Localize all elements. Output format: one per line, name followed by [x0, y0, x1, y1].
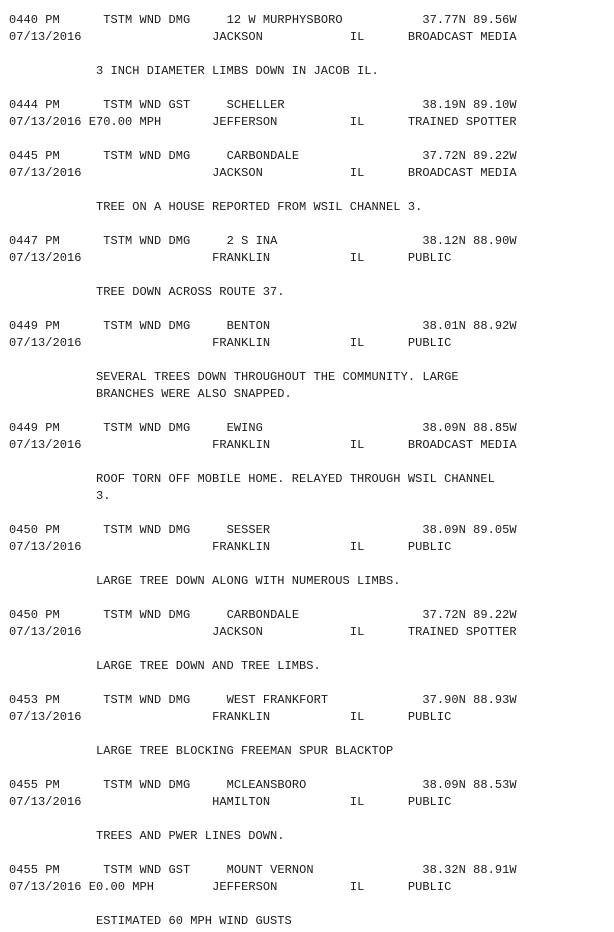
event-remark: 3 INCH DIAMETER LIMBS DOWN IN JACOB IL. [9, 64, 379, 78]
event-type: TSTM WND GST [103, 863, 191, 877]
entry-line-2 [9, 29, 609, 46]
event-county: HAMILTON [212, 795, 271, 809]
report-entry [9, 318, 609, 403]
entry-line-2 [9, 437, 609, 454]
event-type: TSTM WND DMG [103, 778, 191, 792]
event-county: FRANKLIN [212, 336, 271, 350]
report-entry [9, 12, 609, 80]
event-location: 12 W MURPHYSBORO [226, 13, 343, 27]
event-type: TSTM WND DMG [103, 13, 191, 27]
event-date: 07/13/2016 [9, 336, 82, 350]
event-type: TSTM WND DMG [103, 693, 191, 707]
event-type: TSTM WND DMG [103, 149, 191, 163]
event-latlon: 38.09N 88.85W [422, 421, 517, 435]
entry-line-1 [9, 862, 609, 879]
entry-line-2 [9, 335, 609, 352]
event-time: 0449 PM [9, 319, 60, 333]
entry-line-1 [9, 777, 609, 794]
entry-line-1 [9, 318, 609, 335]
entry-line-1 [9, 233, 609, 250]
event-county: JACKSON [212, 625, 263, 639]
event-county: FRANKLIN [212, 540, 271, 554]
event-state: IL [349, 438, 365, 452]
event-location: CARBONDALE [226, 149, 300, 163]
entry-line-2 [9, 250, 609, 267]
event-remark: LARGE TREE BLOCKING FREEMAN SPUR BLACKTOP [9, 744, 394, 758]
event-date: 07/13/2016 [9, 115, 82, 129]
report-entry [9, 148, 609, 216]
event-type: TSTM WND DMG [103, 523, 191, 537]
event-time: 0453 PM [9, 693, 60, 707]
event-county: FRANKLIN [212, 251, 271, 265]
entry-line-2 [9, 624, 609, 641]
event-remark: SEVERAL TREES DOWN THROUGHOUT THE COMMUNITY. LARGE [9, 370, 459, 384]
event-time: 0455 PM [9, 863, 60, 877]
event-state: IL [349, 30, 365, 44]
event-remark: 3. [9, 489, 111, 503]
event-latlon: 38.09N 89.05W [422, 523, 517, 537]
event-source: PUBLIC [407, 336, 452, 350]
event-remark: ESTIMATED 60 MPH WIND GUSTS [9, 914, 292, 928]
event-county: JACKSON [212, 30, 263, 44]
event-location: 2 S INA [226, 234, 278, 248]
entry-line-1 [9, 522, 609, 539]
report-entry [9, 420, 609, 505]
event-state: IL [349, 795, 365, 809]
event-remark: TREES AND PWER LINES DOWN. [9, 829, 285, 843]
event-location: CARBONDALE [226, 608, 300, 622]
report-entry [9, 607, 609, 675]
entry-line-1 [9, 692, 609, 709]
event-time: 0440 PM [9, 13, 60, 27]
event-type: TSTM WND DMG [103, 319, 191, 333]
event-remark: LARGE TREE DOWN AND TREE LIMBS. [9, 659, 321, 673]
entry-line-1 [9, 12, 609, 29]
event-latlon: 37.77N 89.56W [422, 13, 517, 27]
event-location: BENTON [226, 319, 271, 333]
event-state: IL [349, 115, 365, 129]
event-date: 07/13/2016 [9, 166, 82, 180]
event-type: TSTM WND DMG [103, 608, 191, 622]
event-state: IL [349, 710, 365, 724]
event-time: 0447 PM [9, 234, 60, 248]
entry-line-2 [9, 709, 609, 726]
entry-line-2 [9, 879, 609, 896]
event-magnitude: E70.00 MPH [88, 115, 162, 129]
event-state: IL [349, 336, 365, 350]
entry-line-2 [9, 794, 609, 811]
event-county: JACKSON [212, 166, 263, 180]
event-date: 07/13/2016 [9, 710, 82, 724]
event-remark: ROOF TORN OFF MOBILE HOME. RELAYED THROUGH WSIL CHANNEL [9, 472, 495, 486]
event-latlon: 37.90N 88.93W [422, 693, 517, 707]
event-location: MCLEANSBORO [226, 778, 307, 792]
event-latlon: 37.72N 89.22W [422, 149, 517, 163]
event-time: 0449 PM [9, 421, 60, 435]
event-date: 07/13/2016 [9, 880, 82, 894]
event-source: PUBLIC [407, 710, 452, 724]
event-source: BROADCAST MEDIA [407, 30, 517, 44]
report-entry [9, 233, 609, 301]
event-date: 07/13/2016 [9, 30, 82, 44]
event-time: 0455 PM [9, 778, 60, 792]
event-source: TRAINED SPOTTER [407, 625, 517, 639]
event-county: FRANKLIN [212, 710, 271, 724]
entry-line-1 [9, 420, 609, 437]
event-type: TSTM WND DMG [103, 421, 191, 435]
event-county: JEFFERSON [212, 115, 278, 129]
event-latlon: 37.72N 89.22W [422, 608, 517, 622]
event-location: EWING [226, 421, 263, 435]
entry-line-1 [9, 607, 609, 624]
event-date: 07/13/2016 [9, 251, 82, 265]
report-entry [9, 692, 609, 760]
event-remark: TREE ON A HOUSE REPORTED FROM WSIL CHANNEL 3. [9, 200, 423, 214]
event-latlon: 38.19N 89.10W [422, 98, 517, 112]
event-date: 07/13/2016 [9, 540, 82, 554]
event-source: BROADCAST MEDIA [407, 166, 517, 180]
report-entry [9, 97, 609, 131]
event-source: PUBLIC [407, 880, 452, 894]
event-location: MOUNT VERNON [226, 863, 314, 877]
event-state: IL [349, 880, 365, 894]
event-state: IL [349, 540, 365, 554]
event-county: FRANKLIN [212, 438, 271, 452]
event-source: PUBLIC [407, 795, 452, 809]
event-latlon: 38.12N 88.90W [422, 234, 517, 248]
entry-line-2 [9, 114, 609, 131]
report-entry [9, 862, 609, 930]
event-latlon: 38.01N 88.92W [422, 319, 517, 333]
event-location: SCHELLER [226, 98, 285, 112]
event-source: BROADCAST MEDIA [407, 438, 517, 452]
event-latlon: 38.32N 88.91W [422, 863, 517, 877]
event-type: TSTM WND GST [103, 98, 191, 112]
event-state: IL [349, 625, 365, 639]
event-date: 07/13/2016 [9, 795, 82, 809]
event-state: IL [349, 166, 365, 180]
entry-line-2 [9, 165, 609, 182]
report-entry [9, 777, 609, 845]
event-date: 07/13/2016 [9, 438, 82, 452]
event-source: PUBLIC [407, 540, 452, 554]
event-time: 0450 PM [9, 523, 60, 537]
event-time: 0450 PM [9, 608, 60, 622]
event-time: 0445 PM [9, 149, 60, 163]
event-time: 0444 PM [9, 98, 60, 112]
event-remark: TREE DOWN ACROSS ROUTE 37. [9, 285, 285, 299]
event-location: SESSER [226, 523, 271, 537]
event-state: IL [349, 251, 365, 265]
event-source: PUBLIC [407, 251, 452, 265]
entry-line-1 [9, 148, 609, 165]
event-remark: BRANCHES WERE ALSO SNAPPED. [9, 387, 292, 401]
event-type: TSTM WND DMG [103, 234, 191, 248]
event-source: TRAINED SPOTTER [407, 115, 517, 129]
event-county: JEFFERSON [212, 880, 278, 894]
event-date: 07/13/2016 [9, 625, 82, 639]
event-remark: LARGE TREE DOWN ALONG WITH NUMEROUS LIMBS. [9, 574, 401, 588]
event-location: WEST FRANKFORT [226, 693, 329, 707]
storm-report-log [9, 12, 609, 930]
entry-line-2 [9, 539, 609, 556]
event-magnitude: E0.00 MPH [88, 880, 155, 894]
report-entry [9, 522, 609, 590]
entry-line-1 [9, 97, 609, 114]
event-latlon: 38.09N 88.53W [422, 778, 517, 792]
